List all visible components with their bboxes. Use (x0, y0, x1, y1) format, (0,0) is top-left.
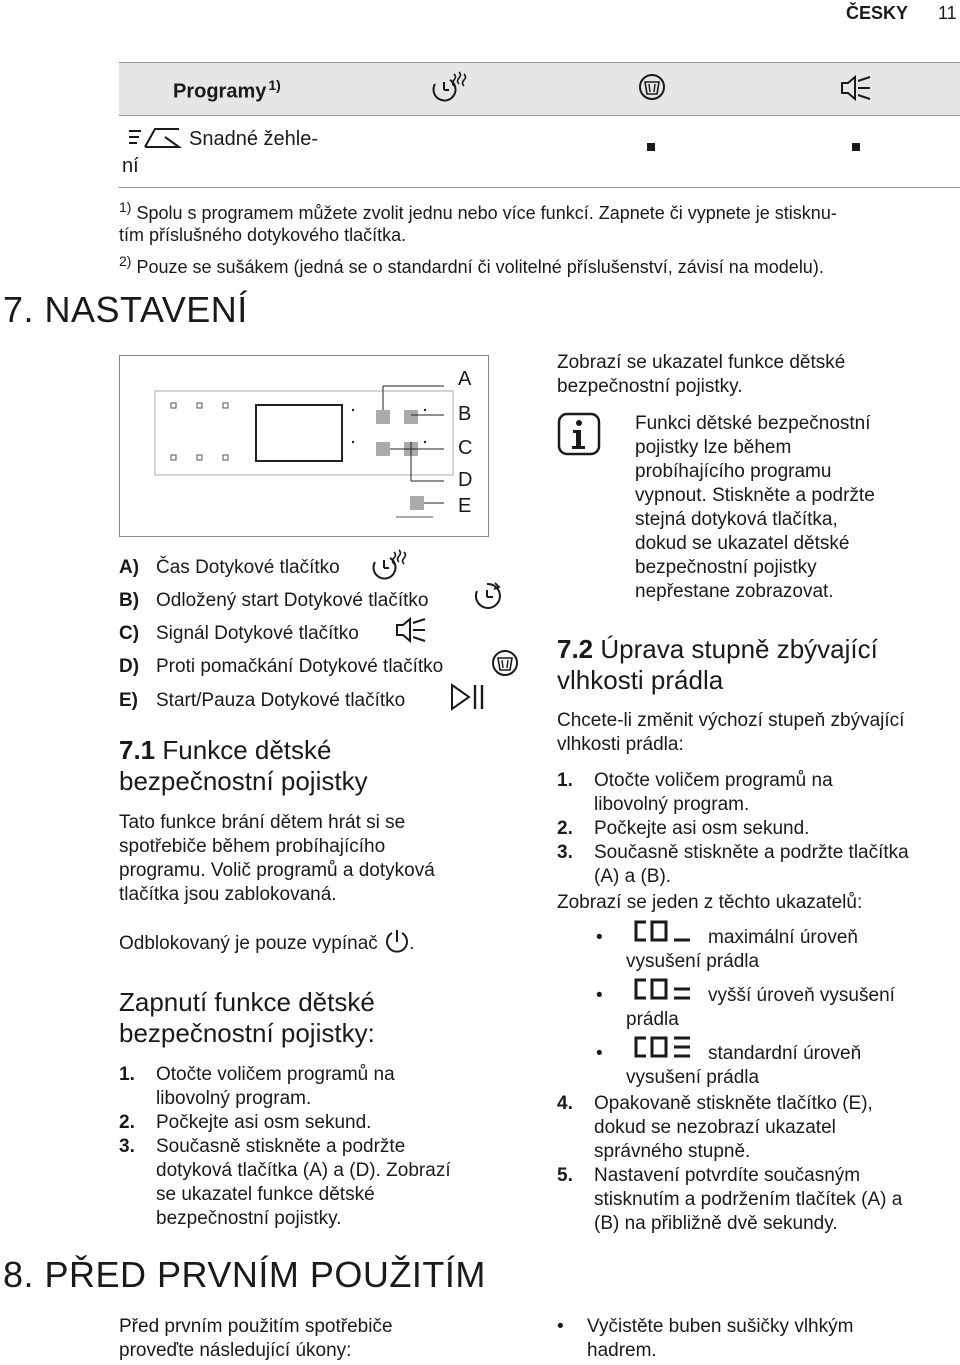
step-line: správného stupně. (594, 1141, 751, 1162)
easy-iron-icon (127, 125, 183, 151)
bullet-dot: • (596, 1043, 603, 1064)
display-co-mid-icon (632, 978, 694, 1002)
legend-key-a: A) (119, 557, 140, 578)
indicator-3-text2: vysušení prádla (626, 1067, 760, 1088)
display-co-low-icon (632, 920, 694, 944)
list-item (557, 841, 957, 889)
indicator-2-text1: vyšší úroveň vysušení (708, 985, 895, 1006)
programs-header (173, 77, 281, 104)
activate-steps (119, 1063, 519, 1231)
indicator-intro: Zobrazí se jeden z těchto ukazatelů: (557, 892, 863, 913)
footnote-1-line2: tím příslušného dotykového tlačítka. (119, 225, 407, 245)
para-line: vypnout. Stiskněte a podržte (635, 485, 875, 506)
legend-text-b: Odložený start Dotykové tlačítko (156, 590, 429, 611)
step-line: (A) a (B). (594, 866, 672, 887)
step-line: libovolný program. (156, 1088, 312, 1109)
anti-crease-icon (638, 72, 668, 102)
anti-crease-icon (491, 648, 521, 678)
signal-icon (840, 75, 872, 101)
info-note (635, 412, 875, 604)
footnote-2-num: 2) (119, 253, 132, 269)
legend-item-a (119, 556, 340, 580)
para-line: bezpečnostní pojistky (635, 557, 817, 578)
step-line: Počkejte asi osm sekund. (594, 818, 810, 839)
para-line: Před prvním použitím spotřebiče (119, 1316, 393, 1337)
step-line: dokud se nezobrazí ukazatel (594, 1117, 836, 1138)
unlock-note-end: . (409, 933, 415, 954)
step-line: Opakovaně stiskněte tlačítko (E), (594, 1093, 873, 1114)
list-item (557, 817, 957, 841)
step-num: 3. (119, 1136, 135, 1157)
para-line: probíhajícího programu (635, 461, 832, 482)
para-line: stejná dotyková tlačítka, (635, 509, 838, 530)
activate-title (119, 987, 375, 1049)
legend-text-e: Start/Pauza Dotykové tlačítko (156, 690, 406, 711)
step-line: (B) na přibližně dvě sekundy. (594, 1213, 838, 1234)
cleaning-bullet (587, 1315, 853, 1363)
legend-key-e: E) (119, 690, 138, 711)
section-8-title: 8. PŘED PRVNÍM POUŽITÍM (3, 1254, 486, 1295)
step-line: Otočte voličem programů na (594, 770, 833, 791)
legend-text-c: Signál Dotykové tlačítko (156, 623, 359, 644)
step-line: Otočte voličem programů na (156, 1064, 395, 1085)
para-line: Vyčistěte buben sušičky vlhkým (587, 1316, 854, 1337)
subsection-7-1-num: 7.1 (119, 735, 156, 765)
language-label: ČESKY (846, 3, 909, 23)
list-item (557, 769, 957, 817)
unlock-note (119, 929, 414, 956)
legend-text-a: Čas Dotykové tlačítko (156, 557, 340, 578)
diagram-label-b: B (458, 403, 472, 425)
para-line: nepřestane zobrazovat. (635, 581, 834, 602)
subsection-7-2-paragraph (557, 709, 904, 757)
moisture-steps-b (557, 1092, 957, 1236)
subsection-7-1-paragraph (119, 811, 435, 907)
legend-item-b (119, 589, 428, 613)
step-line: se ukazatel funkce dětské (156, 1184, 375, 1205)
programs-footnote-ref: 1) (268, 77, 281, 93)
step-line: Současně stiskněte a podržte (156, 1136, 406, 1157)
list-item (119, 1111, 519, 1135)
subsection-7-2-title (557, 634, 878, 696)
para-line: pojistky lze během (635, 437, 792, 458)
indicator-3-text1: standardní úroveň (708, 1043, 862, 1064)
table-mark-signal (852, 143, 860, 151)
bullet-dot: • (596, 985, 603, 1006)
para-line: Funkci dětské bezpečnostní (635, 413, 871, 434)
legend-key-b: B) (119, 590, 140, 611)
activate-title-line2: bezpečnostní pojistky: (119, 1018, 375, 1048)
step-num: 1. (119, 1064, 135, 1085)
para-line: Chcete-li změnit výchozí stupeň zbývající (557, 710, 905, 731)
moisture-steps-a (557, 769, 957, 889)
diagram-label-e: E (458, 495, 472, 517)
subsection-7-2-num: 7.2 (557, 634, 594, 664)
right-intro (557, 351, 845, 399)
display-co-high-icon (632, 1036, 694, 1060)
footnote-2-line1: Pouze se sušákem (jedná se o standardní či volitelné příslušenství, závisí na modelu). (136, 257, 824, 277)
legend-key-d: D) (119, 656, 140, 677)
step-line: bezpečnostní pojistky. (156, 1208, 342, 1229)
bullet-dot: • (557, 1316, 564, 1337)
delay-start-icon (473, 581, 503, 611)
control-panel-drawing (119, 355, 487, 535)
footnote-1-num: 1) (119, 199, 132, 215)
legend-text-d: Proti pomačkání Dotykové tlačítko (156, 656, 444, 677)
section-8-paragraph (119, 1315, 393, 1363)
diagram-label-d: D (458, 469, 473, 491)
footnote-1 (119, 196, 959, 246)
step-line: Počkejte asi osm sekund. (156, 1112, 372, 1133)
step-line: libovolný program. (594, 794, 750, 815)
step-line: Současně stiskněte a podržte tlačítka (594, 842, 909, 863)
programs-header-label: Programy (173, 80, 267, 103)
step-line: stisknutím a podržením tlačítek (A) a (594, 1189, 903, 1210)
subsection-7-2-title-line1: Úprava stupně zbývající (600, 634, 878, 664)
table-mark-anticrease (647, 143, 655, 151)
list-item (119, 1063, 519, 1111)
subsection-7-1-title-line1: Funkce dětské (162, 735, 332, 765)
para-line: bezpečnostní pojistky. (557, 376, 743, 397)
para-line: vlhkosti prádla: (557, 734, 684, 755)
list-item (557, 1164, 957, 1236)
para-line: proveďte následující úkony: (119, 1340, 352, 1361)
para-line: hadrem. (587, 1340, 657, 1361)
step-line: Nastavení potvrdíte současným (594, 1165, 861, 1186)
para-line: Zobrazí se ukazatel funkce dětské (557, 352, 846, 373)
indicator-1-text1: maximální úroveň (708, 927, 858, 948)
para-line: spotřebiče během probíhajícího (119, 836, 386, 857)
legend-item-e (119, 689, 405, 713)
step-num: 5. (557, 1165, 573, 1186)
legend-item-c (119, 622, 359, 646)
step-num: 3. (557, 842, 573, 863)
info-icon (557, 412, 603, 458)
step-line: dotyková tlačítka (A) a (D). Zobrazí (156, 1160, 451, 1181)
para-line: dokud se ukazatel dětské (635, 533, 850, 554)
para-line: tlačítka jsou zablokovaná. (119, 884, 337, 905)
para-line: programu. Volič programů a dotyková (119, 860, 435, 881)
para-line: Tato funkce brání dětem hrát si se (119, 812, 406, 833)
bullet-dot: • (596, 927, 603, 948)
subsection-7-1-title (119, 735, 368, 797)
subsection-7-2-title-line2: vlhkosti prádla (557, 665, 724, 695)
easy-iron-label-line1: Snadné žehle- (189, 128, 318, 150)
step-num: 2. (557, 818, 573, 839)
page-number: 11 (938, 3, 957, 23)
indicator-2-text2: prádla (626, 1009, 679, 1030)
easy-iron-label-line2: ní (122, 155, 139, 177)
list-item (557, 1092, 957, 1164)
indicator-1-text2: vysušení prádla (626, 951, 760, 972)
diagram-label-a: A (458, 368, 472, 390)
subsection-7-1-title-line2: bezpečnostní pojistky (119, 766, 368, 796)
list-item (119, 1135, 519, 1231)
section-7-title: 7. NASTAVENÍ (3, 289, 248, 330)
step-num: 4. (557, 1093, 573, 1114)
unlock-note-text: Odblokovaný je pouze vypínač (119, 933, 378, 954)
signal-icon (395, 617, 427, 643)
time-icon (430, 68, 466, 102)
step-num: 2. (119, 1112, 135, 1133)
time-icon (370, 546, 406, 578)
step-num: 1. (557, 770, 573, 791)
activate-title-line1: Zapnutí funkce dětské (119, 987, 375, 1017)
legend-key-c: C) (119, 623, 140, 644)
footnote-1-line1: Spolu s programem můžete zvolit jednu nebo více funkcí. Zapnete či vypnete je stisknu- (136, 203, 837, 223)
legend-item-d (119, 655, 443, 679)
start-pause-icon (449, 682, 485, 712)
footnote-2 (119, 250, 959, 278)
power-icon (385, 929, 409, 953)
diagram-label-c: C (458, 437, 473, 459)
